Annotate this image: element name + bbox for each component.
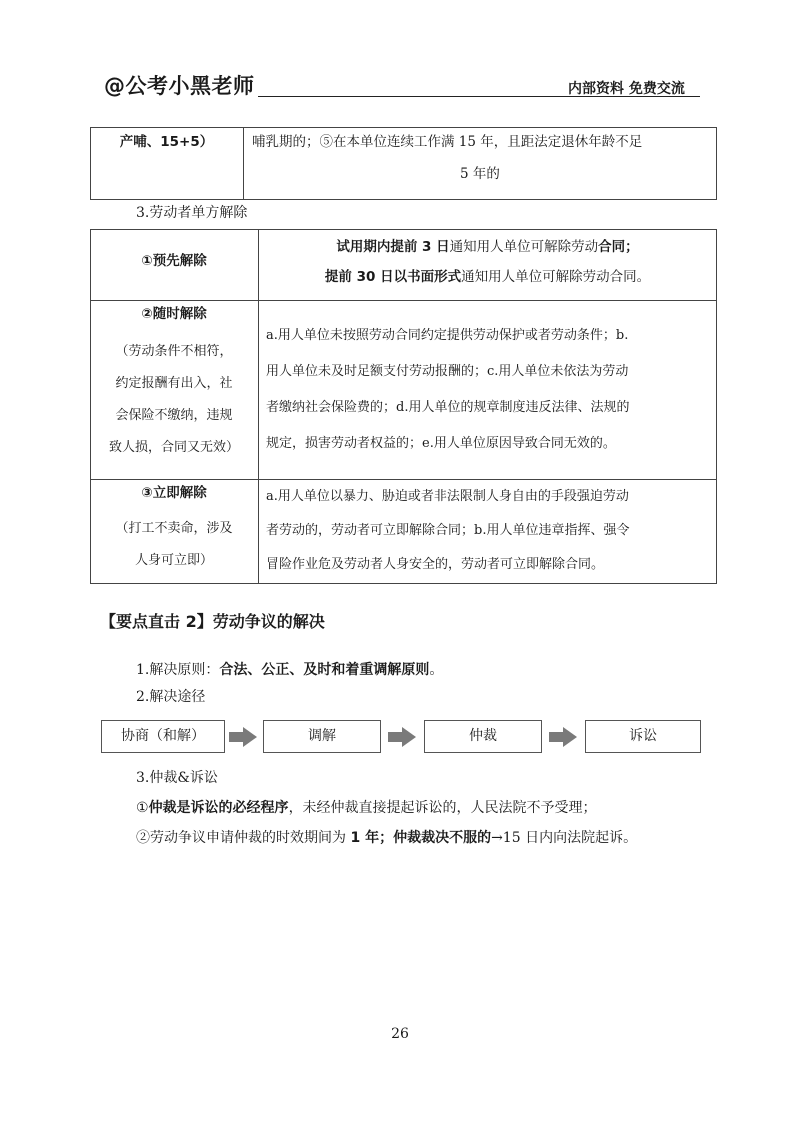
principle-bold: 合法、公正、及时和着重调解原则 bbox=[219, 662, 430, 678]
mnemonic-line: 会保险不缴纳，违规 bbox=[115, 408, 233, 423]
row-immediate-mnemonic bbox=[90, 513, 258, 577]
approach-title: 2.解决途径 bbox=[136, 689, 206, 705]
arb2-bold: 1 年；仲裁裁决不服的 bbox=[350, 830, 492, 846]
mnemonic-line: （打工不卖命，涉及 bbox=[115, 521, 233, 536]
arrow-right-icon bbox=[229, 727, 257, 747]
page-number: 26 bbox=[391, 1026, 409, 1042]
advance-text-2: 通知用人单位可解除劳动合同。 bbox=[461, 269, 651, 285]
header-brand: @公考小黑老师 bbox=[104, 74, 255, 98]
principle-suffix: 。 bbox=[429, 662, 444, 678]
principle-prefix: 1.解决原则： bbox=[136, 662, 220, 678]
advance-text-1: 通知用人单位可解除劳动 bbox=[449, 239, 599, 255]
content-line: a.用人单位以暴力、胁迫或者非法限制人身自由的手段强迫劳动 bbox=[266, 489, 629, 504]
flow-step-negotiation: 协商（和解） bbox=[101, 720, 225, 753]
row-anytime-content bbox=[266, 318, 714, 462]
principle-line bbox=[136, 660, 443, 680]
arbitration-title: 3.仲裁&诉讼 bbox=[136, 770, 218, 786]
arrow-right-icon bbox=[388, 727, 416, 747]
advance-bold-1: 试用期内提前 3 日 bbox=[336, 239, 450, 255]
flow-step-mediation: 调解 bbox=[263, 720, 381, 753]
content-line: a.用人单位未按照劳动合同约定提供劳动保护或者劳动条件；b. bbox=[266, 328, 629, 343]
flow-step-arbitration: 仲裁 bbox=[424, 720, 542, 753]
arb1-bold: 仲裁是诉讼的必经程序 bbox=[148, 800, 289, 816]
flow-step-litigation: 诉讼 bbox=[585, 720, 701, 753]
advance-bold-2: 提前 30 日以书面形式 bbox=[324, 269, 462, 285]
key-point-title: 【要点直击 2】劳动争议的解决 bbox=[100, 612, 325, 631]
content-line: 规定，损害劳动者权益的；e.用人单位原因导致合同无效的。 bbox=[266, 436, 616, 451]
content-line: 者劳动的，劳动者可立即解除合同；b.用人单位违章指挥、强令 bbox=[266, 523, 630, 538]
arrow-right-icon bbox=[549, 727, 577, 747]
mnemonic-line: （劳动条件不相符， bbox=[115, 344, 233, 359]
row-advance-line1 bbox=[258, 233, 717, 262]
arb2-rest: →15 日内向法院起诉。 bbox=[491, 830, 638, 846]
arbitration-line1 bbox=[136, 798, 597, 818]
section-title-unilateral: 3.劳动者单方解除 bbox=[136, 205, 248, 221]
arb1-prefix: ① bbox=[136, 800, 149, 816]
mnemonic-line: 致人损，合同又无效） bbox=[108, 440, 239, 455]
content-line: 冒险作业危及劳动者人身安全的，劳动者可立即解除合同。 bbox=[266, 557, 605, 572]
header-note: 内部资料 免费交流 bbox=[568, 81, 685, 97]
content-line: 用人单位未及时足额支付劳动报酬的；c.用人单位未依法为劳动 bbox=[266, 364, 629, 379]
row-advance-line2 bbox=[258, 263, 717, 292]
row-title-advance: ①预先解除 bbox=[141, 253, 207, 269]
row-title-anytime: ②随时解除 bbox=[141, 306, 207, 322]
arb1-rest: ，未经仲裁直接提起诉讼的，人民法院不予受理； bbox=[288, 800, 597, 816]
advance-bold-1b: 合同； bbox=[598, 239, 639, 255]
mnemonic-line: 人身可立即） bbox=[134, 553, 213, 568]
table1-right-line2: 5 年的 bbox=[460, 166, 500, 182]
mnemonic-line: 约定报酬有出入，社 bbox=[115, 376, 233, 391]
row-immediate-content bbox=[266, 480, 714, 582]
arbitration-line2 bbox=[136, 828, 637, 848]
row-anytime-mnemonic bbox=[90, 336, 258, 464]
content-line: 者缴纳社会保险费的；d.用人单位的规章制度违反法律、法规的 bbox=[266, 400, 630, 415]
header-rule bbox=[258, 96, 700, 97]
table1-right-line1: 哺乳期的；⑤在本单位连续工作满 15 年，且距法定退休年龄不足 bbox=[252, 134, 643, 150]
row-title-immediate: ③立即解除 bbox=[141, 485, 207, 501]
arb2-prefix: ②劳动争议申请仲裁的时效期间为 bbox=[136, 830, 351, 846]
table1-left-cell: 产哺、15+5） bbox=[119, 134, 214, 150]
